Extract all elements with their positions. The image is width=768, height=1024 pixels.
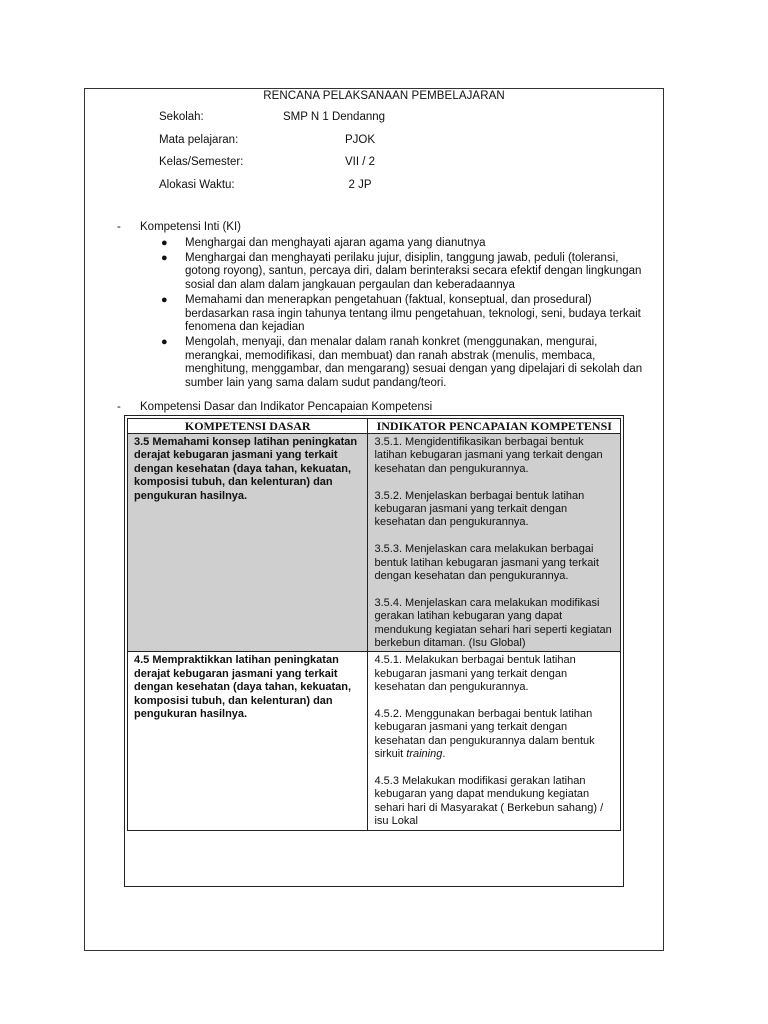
kd-heading <box>117 401 432 413</box>
indicator-end: . <box>442 748 446 761</box>
indicator-italic-word: training <box>406 748 443 761</box>
kd-cell <box>128 652 368 830</box>
kd-dash: - <box>117 401 121 413</box>
list-item <box>161 252 651 293</box>
table-row <box>128 652 621 830</box>
meta-label-alokasi-waktu: Alokasi Waktu: <box>159 179 235 191</box>
ki-heading <box>117 221 241 233</box>
ki-item-text: Menghargai dan menghayati perilaku jujur, disiplin, tanggung jawab, peduli (toleransi, gotong royong), santun, percaya diri, dalam berinteraksi secara efektif dengan lingkungan sosial dan alam dalam jangkauan pergaulan dan keberadaannya <box>185 251 642 292</box>
kd-text: 4.5 Mempraktikkan latihan peningkatan derajat kebugaran jasmani yang terkait dengan kesehatan (daya tahan, kekuatan, komposisi tubuh, dan kelenturan) dan pengukuran hasilnya. <box>134 654 352 721</box>
kd-table <box>127 418 621 831</box>
list-item <box>161 294 651 335</box>
kd-heading-text: Kompetensi Dasar dan Indikator Pencapaian Kompetensi <box>140 401 433 413</box>
ki-heading-text: Kompetensi Inti (KI) <box>140 221 241 233</box>
bullet-icon: ● <box>161 293 168 306</box>
col-header-indikator: INDIKATOR PENCAPAIAN KOMPETENSI <box>368 419 621 434</box>
indicator-item <box>374 708 615 762</box>
indicator-item: 3.5.1. Mengidentifikasikan berbagai bentuk latihan kebugaran jasmani yang terkait dengan kesehatan dan pengukurannya. <box>374 436 603 475</box>
bullet-icon: ● <box>161 237 168 249</box>
list-item <box>161 336 651 391</box>
ki-item-text: Memahami dan menerapkan pengetahuan (faktual, konseptual, dan prosedural) berdasarkan rasa ingin tahunya tentang ilmu pengetahuan, teknologi, seni, budaya terkait fenomena dan kejadian <box>185 293 641 334</box>
ki-list <box>161 237 651 392</box>
meta-label-kelas-semester: Kelas/Semester: <box>159 156 244 168</box>
meta-label-sekolah: Sekolah: <box>159 111 204 123</box>
indicator-text: 4.5.2. Menggunakan berbagai bentuk latihan kebugaran jasmani yang terkait dengan kesehatan dan pengukurannya dalam bentuk sirkuit <box>374 708 595 761</box>
indicator-item: 4.5.3 Melakukan modifikasi gerakan latihan kebugaran yang dapat mendukung kegiatan sehari hari di Masyarakat ( Berkebun sahang) / isu Lokal <box>374 775 604 828</box>
indicator-cell <box>368 652 621 830</box>
indicator-item: 3.5.2. Menjelaskan berbagai bentuk latihan kebugaran jasmani yang terkait dengan kesehatan dan pengukurannya. <box>374 489 585 529</box>
indicator-item: 4.5.1. Melakukan berbagai bentuk latihan kebugaran jasmani yang terkait dengan kesehatan dan pengukurannya. <box>374 654 576 694</box>
list-item <box>161 237 651 251</box>
bullet-icon: ● <box>161 251 168 264</box>
kd-text: 3.5 Memahami konsep latihan peningkatan derajat kebugaran jasmani yang terkait dengan kesehatan (daya tahan, kekuatan, komposisi tubuh, dan kelenturan) dan pengukuran hasilnya. <box>134 436 358 502</box>
ki-item-text: Menghargai dan menghayati ajaran agama yang dianutnya <box>185 237 486 249</box>
indicator-item: 3.5.4. Menjelaskan cara melakukan modifikasi gerakan latihan kebugaran yang dapat mendukung kegiatan sehari hari seperti kegiatan berkebun ditaman. (Isu Global) <box>374 596 612 650</box>
ki-dash: - <box>117 221 121 233</box>
meta-label-mata-pelajaran: Mata pelajaran: <box>159 134 239 146</box>
table-row <box>128 434 621 652</box>
col-header-kompetensi-dasar: KOMPETENSI DASAR <box>128 419 368 434</box>
kd-cell <box>128 434 368 652</box>
document-title: RENCANA PELAKSANAAN PEMBELAJARAN <box>263 90 505 102</box>
meta-value-kelas-semester: VII / 2 <box>344 156 376 168</box>
meta-value-sekolah: SMP N 1 Dendanng <box>282 111 386 123</box>
bullet-icon: ● <box>161 335 168 348</box>
table-header-row <box>128 419 621 434</box>
meta-value-alokasi-waktu: 2 JP <box>348 179 372 191</box>
meta-value-mata-pelajaran: PJOK <box>344 134 376 146</box>
indicator-cell <box>368 434 621 652</box>
indicator-item: 3.5.3. Menjelaskan cara melakukan berbagai bentuk latihan kebugaran jasmani yang terkait dengan kesehatan dan pengukurannya. <box>374 543 599 583</box>
ki-item-text: Mengolah, menyaji, dan menalar dalam ranah konkret (menggunakan, mengurai, merangkai, memodifikasi, dan membuat) dan ranah abstrak (menulis, membaca, menghitung, menggambar, dan mengarang) sesuai dengan yang dipelajari di sekolah dan sumber lain yang sama dalam sudut pandang/teori. <box>185 335 643 390</box>
